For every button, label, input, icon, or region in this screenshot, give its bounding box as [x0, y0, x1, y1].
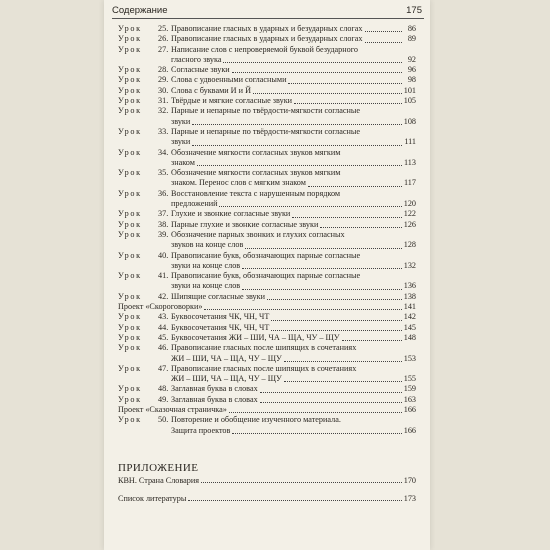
lesson-label: Урок: [118, 147, 142, 157]
toc-entry-text: Шипящие согласные звуки: [171, 291, 266, 301]
lesson-number: 31.: [158, 96, 169, 106]
leader-dots: [320, 227, 401, 228]
page-number: 175: [406, 5, 422, 16]
toc-entry[interactable]: [118, 415, 416, 436]
toc-entry[interactable]: [118, 405, 416, 415]
toc-page-number: 138: [403, 291, 416, 301]
toc-entry-title: [171, 271, 416, 292]
toc-entry-title: [171, 106, 416, 127]
lesson-number: 28.: [158, 65, 169, 75]
lesson-label: Урок: [118, 384, 142, 394]
toc-page-number: 86: [407, 24, 416, 33]
lesson-number: 46.: [158, 343, 169, 353]
lesson-label: Урок: [118, 219, 142, 229]
toc-entry-text: звуки на конце слов: [171, 260, 241, 270]
toc-entry[interactable]: [118, 75, 416, 85]
leader-dots: [232, 72, 402, 73]
lesson-number: 39.: [158, 229, 169, 239]
toc-page-number: 92: [407, 54, 416, 64]
toc-entry-title: [171, 251, 416, 272]
toc-page-number: 153: [403, 353, 416, 363]
toc-entry[interactable]: [118, 189, 416, 210]
toc-entry-text: Обозначение мягкости согласных звуков мягким: [171, 168, 341, 178]
toc-entry-title: [171, 395, 416, 405]
appendix-item-text: КВН. Страна Словария: [118, 476, 200, 485]
toc-entry-text: Правописание гласных после шипящих в сочетаниях: [171, 363, 357, 373]
leader-dots: [242, 289, 402, 290]
toc-entry-text: Глухие и звонкие согласные звуки: [171, 209, 291, 219]
toc-entry-text: звуки: [171, 116, 191, 126]
leader-dots: [288, 83, 402, 84]
toc-entry[interactable]: [118, 333, 416, 343]
toc-entry-title: [171, 323, 416, 333]
toc-page-number: 89: [407, 34, 416, 44]
lesson-label: Урок: [118, 394, 142, 404]
leader-dots: [253, 93, 402, 94]
leader-dots: [365, 31, 402, 32]
appendix-item[interactable]: [118, 476, 416, 485]
lesson-number: 45.: [158, 332, 169, 342]
toc-entry-text: Обозначение мягкости согласных звуков мягким: [171, 147, 341, 157]
lesson-label: Урок: [118, 229, 142, 239]
lesson-number: 34.: [158, 147, 169, 157]
toc-entry[interactable]: [118, 24, 416, 34]
toc-entry-title: [171, 343, 416, 364]
toc-entry-text: Защита проектов: [171, 425, 231, 435]
lesson-number: 29.: [158, 75, 169, 85]
toc-entry-title: [171, 24, 416, 34]
appendix-item-page: 170: [403, 476, 416, 485]
toc-entry[interactable]: [118, 302, 416, 312]
toc-entry-text: Буквосочетания ЧК, ЧН, ЧТ: [171, 312, 270, 322]
lesson-label: Урок: [118, 415, 142, 425]
lesson-number: 42.: [158, 291, 169, 301]
lesson-number: 25.: [158, 24, 169, 33]
toc-entry-text: Слова с удвоенными согласными: [171, 75, 287, 85]
lesson-number: 26.: [158, 34, 169, 44]
toc-page-number: 159: [403, 384, 416, 394]
toc-entry-text: гласного звука: [171, 54, 222, 64]
toc-entry[interactable]: [118, 384, 416, 394]
lesson-number: 35.: [158, 168, 169, 178]
toc-entry-title: [171, 220, 416, 230]
leader-dots: [267, 299, 402, 300]
appendix-item[interactable]: [118, 494, 416, 503]
leader-dots: [245, 248, 401, 249]
toc-entry[interactable]: [118, 148, 416, 169]
toc-entry[interactable]: [118, 312, 416, 322]
toc-page-number: 141: [403, 302, 416, 312]
appendix-item-page: 173: [403, 494, 416, 503]
leader-dots: [271, 320, 401, 321]
leader-dots: [201, 482, 402, 483]
lesson-number: 50.: [158, 415, 169, 425]
toc-entry-text: Буквосочетания ЖИ – ШИ, ЧА – ЩА, ЧУ – ЩУ: [171, 332, 340, 342]
lesson-label: Урок: [118, 75, 142, 85]
toc-entry[interactable]: [118, 96, 416, 106]
toc-entry-title: [171, 415, 416, 436]
leader-dots: [204, 309, 401, 310]
lesson-number: 30.: [158, 85, 169, 95]
lesson-label: Урок: [118, 250, 142, 260]
lesson-number: 27.: [158, 44, 169, 54]
toc-entry-text: звуков на конце слов: [171, 240, 244, 250]
toc-entry[interactable]: [118, 230, 416, 251]
leader-dots: [192, 145, 402, 146]
toc-entry-title: [171, 75, 416, 85]
toc-page-number: 145: [403, 322, 416, 332]
appendix-title: ПРИЛОЖЕНИЕ: [118, 462, 199, 474]
leader-dots: [308, 186, 402, 187]
toc-entry-title: [171, 65, 416, 75]
toc-entry[interactable]: [118, 220, 416, 230]
toc-entry-title: [171, 127, 416, 148]
lesson-number: 49.: [158, 394, 169, 404]
toc-page-number: 163: [403, 394, 416, 404]
lesson-label: Урок: [118, 126, 142, 136]
toc-entry-text: ЖИ – ШИ, ЧА – ЩА, ЧУ – ЩУ: [171, 374, 282, 384]
lesson-label: Урок: [118, 363, 142, 373]
toc-entry-text: Правописание гласных после шипящих в сочетаниях: [171, 343, 357, 353]
leader-dots: [242, 268, 402, 269]
lesson-number: 48.: [158, 384, 169, 394]
lesson-label: Урок: [118, 209, 142, 219]
toc-page-number: 136: [403, 281, 416, 291]
toc-entry[interactable]: [118, 34, 416, 44]
toc-entry-title: [171, 333, 416, 343]
toc-entry-title: [171, 148, 416, 169]
lesson-number: 43.: [158, 312, 169, 322]
leader-dots: [229, 412, 402, 413]
toc-entry-title: [171, 292, 416, 302]
toc-entry[interactable]: [118, 364, 416, 385]
toc-entry-title: [171, 189, 416, 210]
toc-entry[interactable]: [118, 323, 416, 333]
leader-dots: [192, 124, 401, 125]
lesson-label: Урок: [118, 312, 142, 322]
toc-page-number: 120: [403, 199, 416, 209]
toc-page-number: 155: [403, 374, 416, 384]
toc-page-number: 111: [404, 137, 416, 147]
toc-entry-text: предложений: [171, 199, 218, 209]
toc-entry[interactable]: [118, 127, 416, 148]
lesson-label: Урок: [118, 44, 142, 54]
toc-page-number: 98: [407, 75, 416, 85]
toc-entry-text: Буквосочетания ЧК, ЧН, ЧТ: [171, 322, 270, 332]
toc-page-number: 166: [403, 425, 416, 435]
toc-entry-title: [171, 96, 416, 106]
lesson-number: 40.: [158, 250, 169, 260]
book-page: [104, 0, 430, 550]
lesson-label: Урок: [118, 34, 142, 44]
toc-entry-text: Согласные звуки: [171, 65, 230, 75]
toc-entry-title: [171, 312, 416, 322]
toc-entry-text: ЖИ – ШИ, ЧА – ЩА, ЧУ – ЩУ: [171, 353, 282, 363]
toc-entry-text: Твёрдые и мягкие согласные звуки: [171, 96, 293, 106]
lesson-label: Урок: [118, 322, 142, 332]
toc-page-number: 142: [403, 312, 416, 322]
toc-page-number: 117: [404, 178, 416, 188]
toc-entry[interactable]: [118, 106, 416, 127]
lesson-label: Урок: [118, 271, 142, 281]
toc-entry-text: знаком: [171, 157, 195, 167]
toc-entry[interactable]: [118, 86, 416, 96]
toc-entry-text: Парные глухие и звонкие согласные звуки: [171, 219, 319, 229]
lesson-label: Урок: [118, 24, 142, 33]
toc-page-number: 105: [403, 96, 416, 106]
toc-entry[interactable]: [118, 45, 416, 66]
lesson-label: Урок: [118, 65, 142, 75]
toc-entry-title: [171, 45, 416, 66]
toc-page-number: 101: [403, 85, 416, 95]
toc-page-number: 148: [403, 332, 416, 342]
leader-dots: [294, 103, 402, 104]
toc-entry-text: звуки на конце слов: [171, 281, 241, 291]
leader-dots: [197, 165, 402, 166]
project-label: Проект «Сказочная страничка»: [118, 404, 227, 414]
toc-entry-text: Парные и непарные по твёрдости-мягкости согласные: [171, 106, 361, 116]
leader-dots: [271, 330, 401, 331]
toc-entry-text: Заглавная буква в словах: [171, 384, 258, 394]
toc-entry-text: Правописание букв, обозначающих парные согласные: [171, 250, 361, 260]
toc-entry-text: Заглавная буква в словах: [171, 394, 258, 404]
lesson-number: 37.: [158, 209, 169, 219]
leader-dots: [260, 392, 402, 393]
toc-entry-text: Написание слов с непроверяемой буквой безударного: [171, 44, 358, 54]
lesson-number: 36.: [158, 188, 169, 198]
toc-entry[interactable]: [118, 65, 416, 75]
leader-dots: [188, 500, 401, 501]
leader-dots: [365, 42, 402, 43]
lesson-number: 44.: [158, 322, 169, 332]
lesson-label: Урок: [118, 343, 142, 353]
toc-entry[interactable]: [118, 292, 416, 302]
toc-page-number: 132: [403, 260, 416, 270]
toc-entry-text: Обозначение парных звонких и глухих согласных: [171, 229, 345, 239]
toc-entry[interactable]: [118, 251, 416, 272]
lesson-label: Урок: [118, 168, 142, 178]
toc-page-number: 166: [403, 404, 416, 414]
toc-entry-text: Восстановление текста с нарушенным порядком: [171, 188, 341, 198]
leader-dots: [260, 402, 402, 403]
running-title: Содержание: [112, 5, 168, 16]
toc-entry[interactable]: [118, 168, 416, 189]
leader-dots: [232, 433, 401, 434]
leader-dots: [223, 62, 402, 63]
lesson-label: Урок: [118, 188, 142, 198]
toc-entry-text: Правописание гласных в ударных и безударных слогах: [171, 34, 363, 44]
lesson-number: 32.: [158, 106, 169, 116]
lesson-label: Урок: [118, 332, 142, 342]
leader-dots: [342, 340, 402, 341]
toc-page-number: 126: [403, 219, 416, 229]
leader-dots: [219, 206, 401, 207]
toc-entry[interactable]: [118, 343, 416, 364]
toc-entry-text: Правописание букв, обозначающих парные согласные: [171, 271, 361, 281]
toc-page-number: 113: [404, 157, 416, 167]
lesson-label: Урок: [118, 291, 142, 301]
lesson-number: 33.: [158, 126, 169, 136]
lesson-number: 41.: [158, 271, 169, 281]
toc-entry-text: Правописание гласных в ударных и безударных слогах: [171, 24, 363, 33]
leader-dots: [284, 361, 402, 362]
lesson-label: Урок: [118, 96, 142, 106]
lesson-label: Урок: [118, 85, 142, 95]
toc-entry-title: [171, 230, 416, 251]
toc-entry-title: [171, 364, 416, 385]
toc-entry-title: [171, 384, 416, 394]
leader-dots: [284, 381, 402, 382]
toc-entry[interactable]: [118, 271, 416, 292]
lesson-number: 47.: [158, 363, 169, 373]
toc-entry-title: [171, 168, 416, 189]
toc-entry-text: Повторение и обобщение изученного материала.: [171, 415, 341, 425]
project-label: Проект «Скороговорки»: [118, 302, 203, 312]
toc-entry-text: знаком. Перенос слов с мягким знаком: [171, 178, 306, 188]
table-of-contents: [118, 24, 416, 436]
leader-dots: [292, 217, 401, 218]
lesson-label: Урок: [118, 106, 142, 116]
toc-entry-text: Парные и непарные по твёрдости-мягкости согласные: [171, 126, 361, 136]
toc-entry-title: [171, 209, 416, 219]
toc-entry-title: [171, 86, 416, 96]
toc-entry-title: [171, 34, 416, 44]
page-header: [112, 2, 424, 19]
toc-page-number: 108: [403, 116, 416, 126]
toc-page-number: 96: [407, 65, 416, 75]
toc-entry[interactable]: [118, 209, 416, 219]
toc-entry-text: звуки: [171, 137, 191, 147]
toc-page-number: 128: [403, 240, 416, 250]
appendix-item-text: Список литературы: [118, 494, 187, 503]
toc-entry[interactable]: [118, 395, 416, 405]
toc-entry-text: Слова с буквами И и Й: [171, 85, 251, 95]
lesson-number: 38.: [158, 219, 169, 229]
toc-page-number: 122: [403, 209, 416, 219]
